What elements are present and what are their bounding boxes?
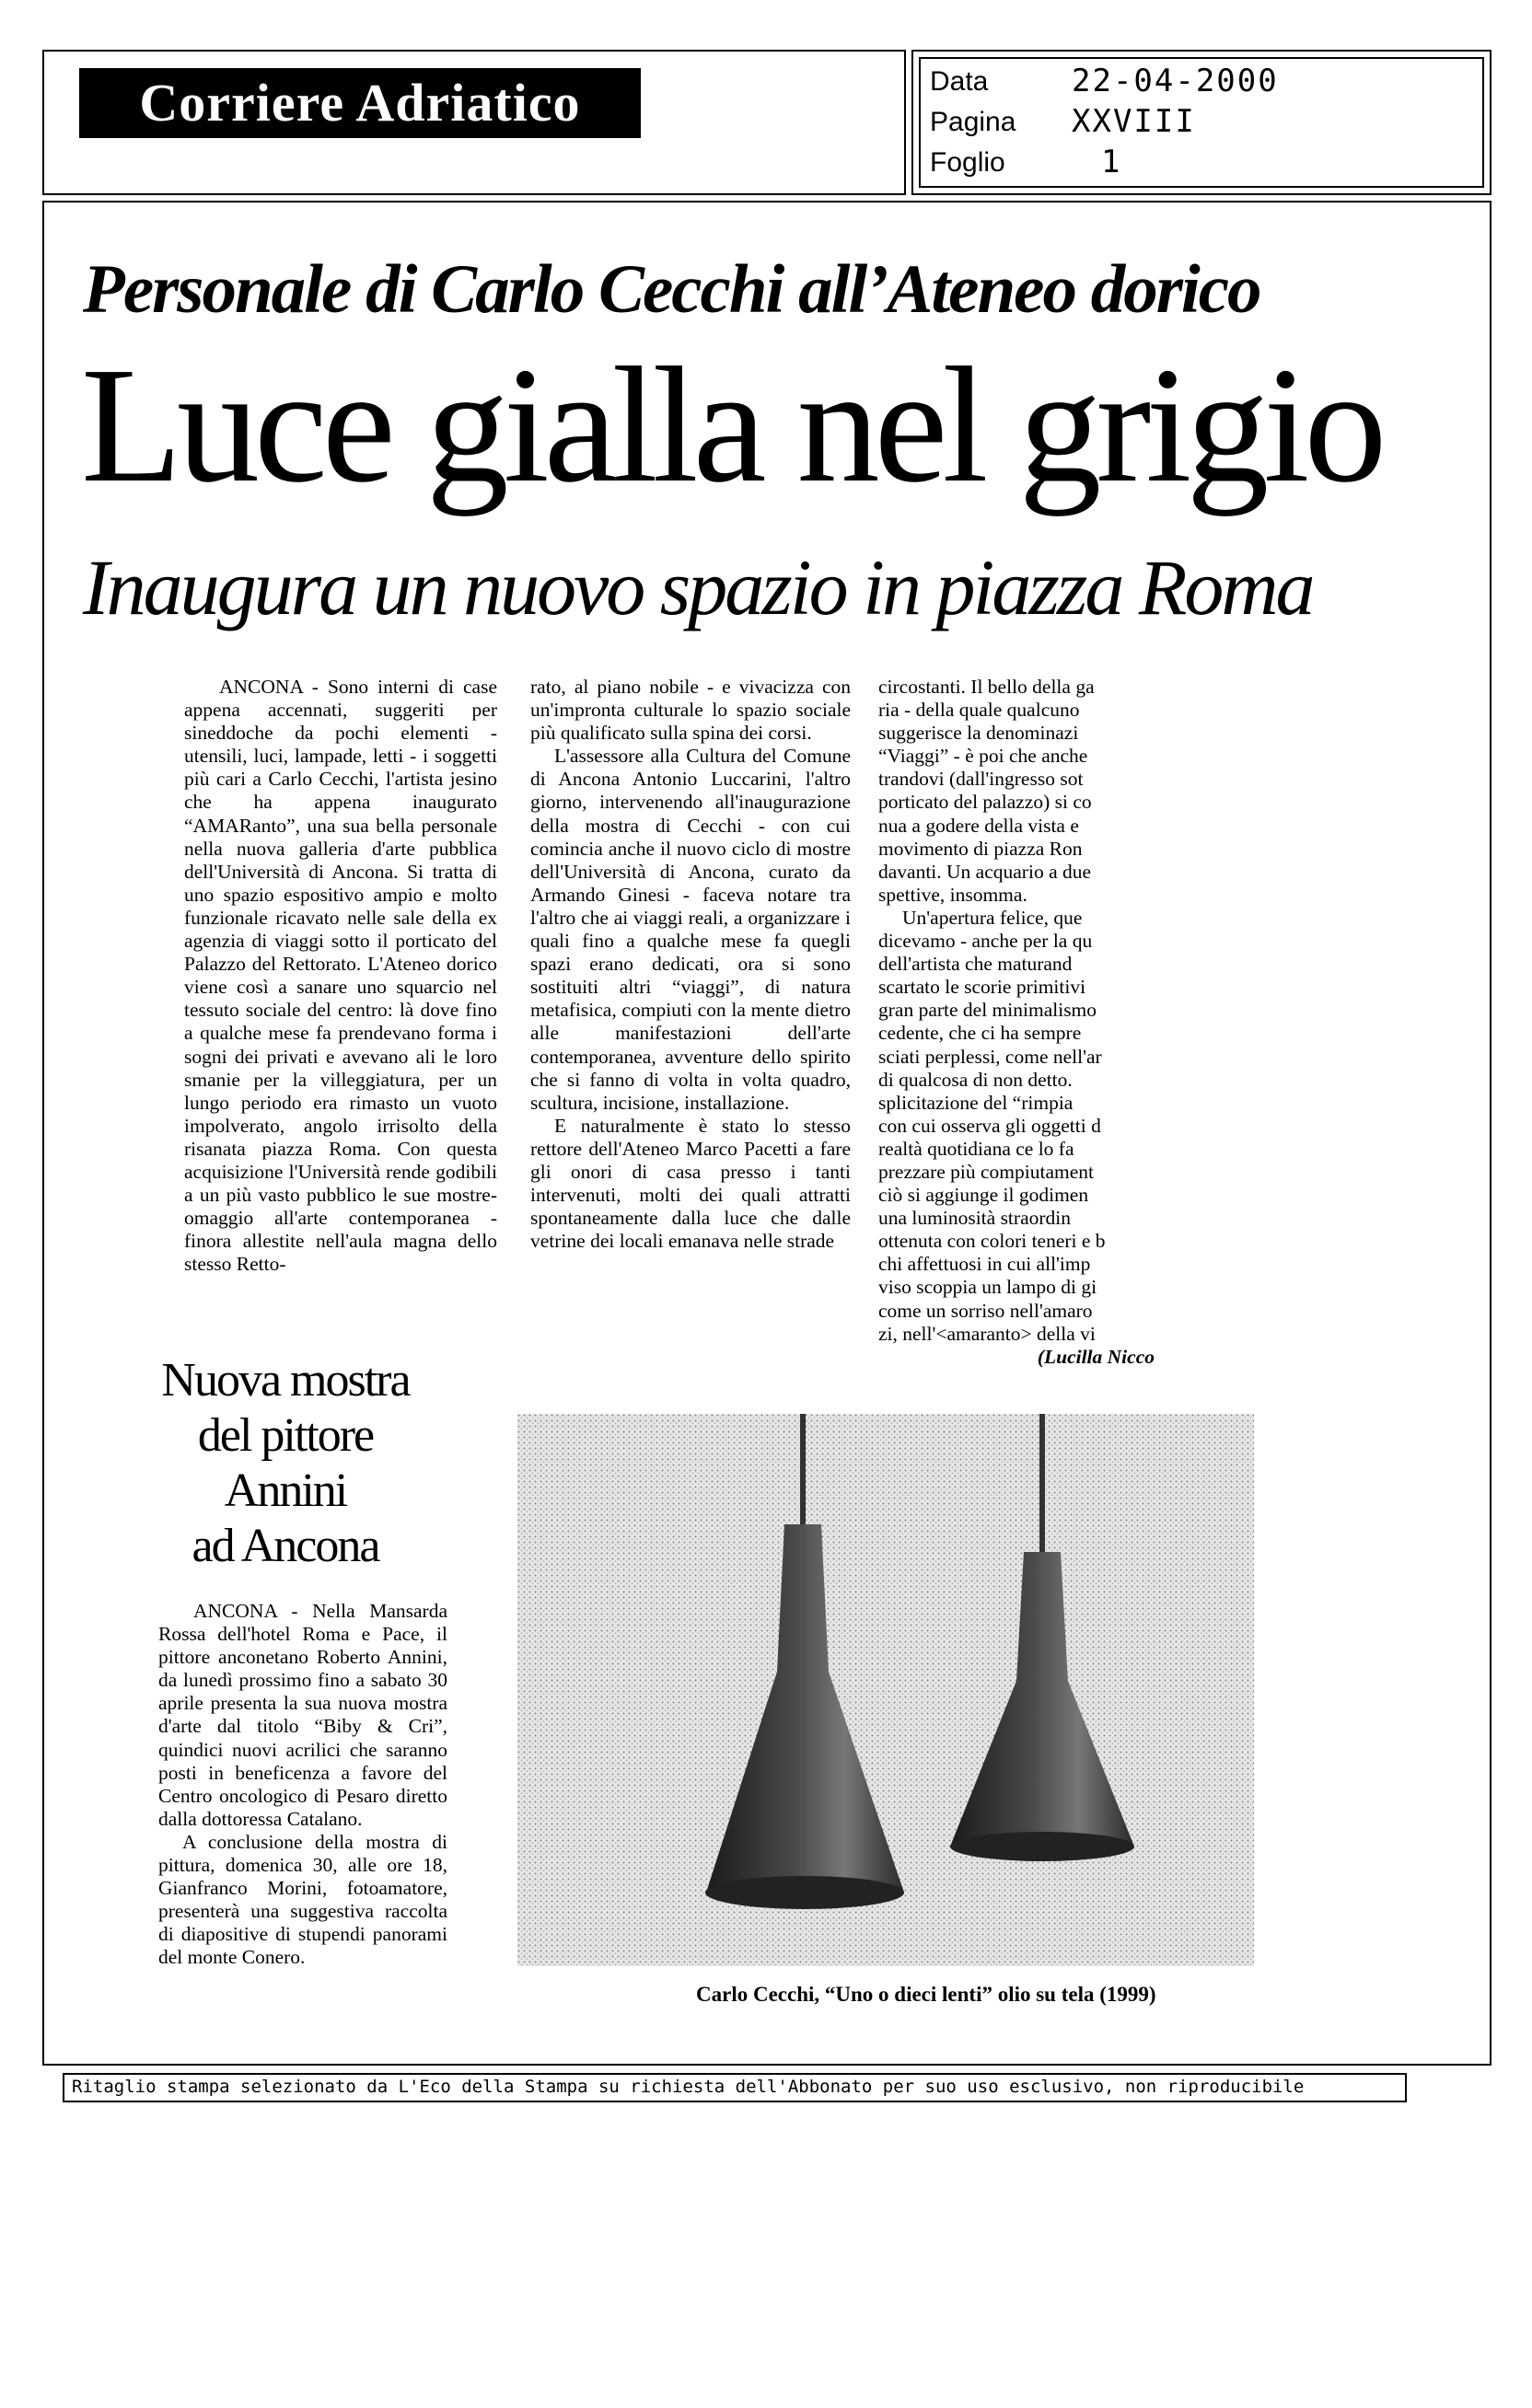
- column-line: ria - della quale qualcuno: [878, 699, 1080, 722]
- column-line: scartato le scorie primitivi: [878, 976, 1086, 999]
- paragraph: ANCONA - Sono interni di case appena accennati, suggeriti per sineddoche da pochi elementi - utensili, luci, lampade, letti - i soggetti più cari a Carlo Cecchi, l'artista jesino che ha appena inaugurato “AMARanto”, una sua bella personale nella nuova galleria d'arte pubblica dell'Università di Ancona. Si tratta di uno spazio espositivo ampio e molto funzionale ricavato nelle sale della ex agenzia di viaggi sotto il porticato del Palazzo del Rettorato. L'Ateneo dorico viene così a sanare uno squarcio nel tessuto sociale del centro: là dove fino a qualche mese fa prendevano forma i sogni dei privati e avevano ali le loro smanie per la villeggiatura, per un lungo periodo era rimasto un vuoto impolverato, angolo irrisolto della risanata piazza Roma. Con questa acquisizione l'Università rende godibili a un più vasto pubblico le sue mostre-omaggio all'arte contemporanea - finora allestite nell'aula magna dello stesso Retto-: [184, 676, 497, 1276]
- column-line: trandovi (dall'ingresso sot: [878, 768, 1084, 791]
- article-column-1: [184, 676, 497, 1276]
- column-line: “Viaggi” - è poi che anche: [878, 745, 1088, 768]
- column-line: cedente, che ci ha sempre: [878, 1022, 1082, 1045]
- column-line: prezzare più compiutament: [878, 1160, 1095, 1183]
- article-column-3: [878, 676, 1155, 1368]
- column-line: ottenuta con colori teneri e b: [878, 1230, 1106, 1253]
- column-line: viso scoppia un lampo di gi: [878, 1276, 1097, 1299]
- column-line: spettive, insomma.: [878, 883, 1027, 906]
- column-line: come un sorriso nell'amaro: [878, 1299, 1093, 1322]
- footer-box: [63, 2073, 1407, 2102]
- paragraph: E naturalmente è stato lo stesso rettore dell'Ateneo Marco Pacetti a fare gli onori di casa presso i tanti intervenuti, molti dei quali attratti spontaneamente dalla luce che dalle vetrine dei locali emanava nelle strade: [530, 1114, 851, 1253]
- column-line: chi affettuosi in cui all'imp: [878, 1253, 1091, 1276]
- painting-photo: [517, 1414, 1254, 2408]
- sidebar-column: [158, 1600, 447, 1970]
- column-line: splicitazione del “rimpia: [878, 1091, 1074, 1114]
- column-line: gran parte del minimalismo: [878, 999, 1097, 1022]
- data-label: Data: [930, 66, 989, 97]
- column-line: una luminosità straordin: [878, 1207, 1071, 1230]
- column-line: realtà quotidiana ce lo fa: [878, 1137, 1074, 1160]
- painting-bottom: [517, 1929, 1254, 1966]
- column-line: dell'artista che maturand: [878, 953, 1073, 976]
- article-subhead: Inaugura un nuovo spazio in piazza Roma: [83, 543, 1313, 631]
- sidebar-title-line: Annini: [224, 1464, 347, 1517]
- lamp-right-rim: [950, 1832, 1134, 1861]
- sidebar-title-line: del pittore: [197, 1409, 374, 1462]
- column-line: ciò si aggiunge il godimen: [878, 1184, 1089, 1207]
- pagina-value: XXVIII: [1072, 103, 1196, 140]
- data-value: 22-04-2000: [1072, 63, 1279, 99]
- footer-text: Ritaglio stampa selezionato da L'Eco della Stampa su richiesta dell'Abbonato per suo uso esclusivo, non riproducibile: [72, 2077, 1305, 2097]
- column-line: Un'apertura felice, que: [902, 906, 1083, 929]
- masthead: Corriere Adriatico: [79, 68, 641, 138]
- article-column-2: [530, 676, 851, 1253]
- sidebar-title: [120, 1353, 451, 1574]
- author-signature: (Lucilla Nicco: [1037, 1345, 1155, 1368]
- column-line: di qualcosa di non detto.: [878, 1068, 1073, 1091]
- meta-inner: [919, 57, 1484, 188]
- lamp-left-rim: [705, 1876, 904, 1909]
- column-line: davanti. Un acquario a due: [878, 860, 1092, 883]
- foglio-value: 1: [1101, 144, 1122, 180]
- paragraph: ANCONA - Nella Mansarda Rossa dell'hotel Roma e Pace, il pittore anconetano Roberto Annini, da lunedì prossimo fino a sabato 30 aprile presenta la sua nuova mostra d'arte dal titolo “Biby & Cri”, quindici nuovi acrilici che saranno posti in beneficenza a favore del Centro oncologico di Pesaro diretto dalla dottoressa Catalano.: [158, 1600, 447, 1830]
- article-kicker: Personale di Carlo Cecchi all’Ateneo dorico: [83, 251, 1260, 328]
- column-line: nua a godere della vista e: [878, 814, 1079, 837]
- pagina-label: Pagina: [930, 107, 1016, 137]
- meta-box: [911, 50, 1491, 195]
- photo-caption: Carlo Cecchi, “Uno o dieci lenti” olio su tela (1999): [696, 1983, 1156, 2006]
- column-line: porticato del palazzo) si co: [878, 791, 1092, 814]
- article-headline: Luce gialla nel grigio: [81, 333, 1382, 516]
- foglio-label: Foglio: [930, 147, 1005, 178]
- column-line: con cui osserva gli oggetti d: [878, 1114, 1101, 1137]
- column-line: sciati perplessi, come nell'ar: [878, 1045, 1102, 1068]
- masthead-box: [42, 50, 906, 195]
- column-line: circostanti. Il bello della ga: [878, 676, 1095, 698]
- sidebar-title-line: ad Ancona: [192, 1520, 379, 1572]
- paragraph: A conclusione della mostra di pittura, domenica 30, alle ore 18, Gianfranco Morini, fotoamatore, presenterà una suggestiva raccolta di diapositive di stupendi panorami del monte Conero.: [158, 1830, 447, 1969]
- paragraph: L'assessore alla Cultura del Comune di Ancona Antonio Luccarini, l'altro giorno, intervenendo all'inaugurazione della mostra di Cecchi - con cui comincia anche il nuovo ciclo di mostre dell'Università di Ancona, curato da Armando Ginesi - faceva notare tra l'altro che ai viaggi reali, a organizzare i quali fino a qualche mese fa quegli spazi erano dedicati, ora si sono sostituiti altri “viaggi”, di natura metafisica, compiuti con la mente dietro alle manifestazioni dell'arte contemporanea, avventure dello spirito che si fanno di volta in volta quadro, scultura, incisione, installazione.: [530, 745, 851, 1114]
- column-line: movimento di piazza Ron: [878, 837, 1083, 860]
- sidebar-title-line: Nuova mostra: [161, 1354, 410, 1407]
- column-line: dicevamo - anche per la qu: [878, 930, 1093, 953]
- paragraph: rato, al piano nobile - e vivacizza con un'impronta culturale lo spazio sociale più qualificato sulla spina dei corsi.: [530, 676, 851, 745]
- column-line: zi, nell'<amaranto> della vi: [878, 1322, 1096, 1345]
- column-line: suggerisce la denominazi: [878, 722, 1079, 745]
